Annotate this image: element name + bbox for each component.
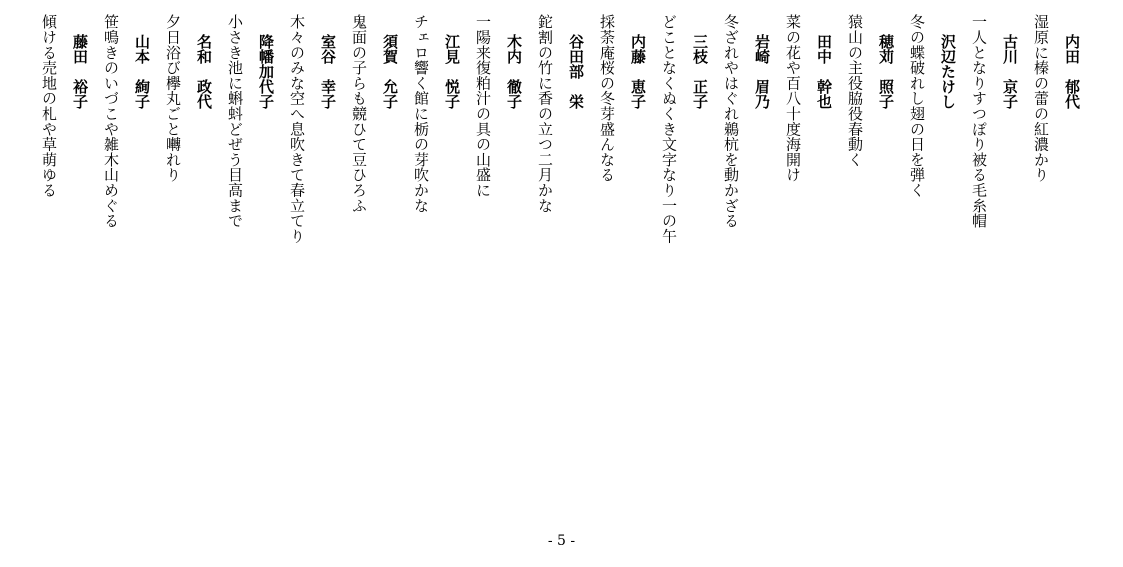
- author-name: 山本 絢子: [133, 34, 151, 109]
- haiku-list: [33, 14, 1087, 519]
- haiku-text: 鬼面の子らも競ひて豆ひろふ: [350, 14, 368, 213]
- haiku-text: チェロ響く館に栃の芽吹かな: [412, 14, 430, 213]
- author-name: 岩崎 眉乃: [753, 34, 771, 109]
- author-name: 須賀 允子: [381, 34, 399, 109]
- haiku-entry: [405, 14, 467, 213]
- haiku-entry: [343, 14, 405, 213]
- author-name: 江見 悦子: [443, 34, 461, 109]
- haiku-text: 鉈割の竹に香の立つ二月かな: [536, 14, 554, 213]
- haiku-entry: [591, 14, 653, 182]
- haiku-entry: [467, 14, 529, 198]
- haiku-text: 笹鳴きのいづこや雑木山めぐる: [102, 14, 120, 229]
- page-number: - 5 -: [547, 533, 576, 549]
- haiku-entry: [901, 14, 963, 198]
- haiku-text: 湿原に榛の蕾の紅濃かり: [1032, 14, 1050, 183]
- author-name: 沢辺たけし: [939, 34, 957, 109]
- author-name: 降幡加代子: [257, 34, 275, 109]
- author-name: 内藤 恵子: [629, 34, 647, 109]
- haiku-text: 傾ける売地の札や草萌ゆる: [40, 14, 58, 198]
- author-name: 谷田部 栄: [567, 34, 585, 109]
- haiku-entry: [653, 14, 715, 244]
- author-name: 藤田 裕子: [71, 34, 89, 109]
- author-name: 田中 幹也: [815, 34, 833, 109]
- author-name: 内田 郁代: [1063, 34, 1081, 109]
- author-name: 三枝 正子: [691, 34, 709, 109]
- haiku-entry: [1025, 14, 1087, 182]
- haiku-text: どことなくぬくき文字なり一の午: [660, 14, 678, 244]
- haiku-entry: [95, 14, 157, 228]
- haiku-entry: [839, 14, 901, 167]
- haiku-text: 採荼庵桜の冬芽盛んなる: [598, 14, 616, 183]
- haiku-text: 菜の花や百八十度海開け: [784, 14, 802, 183]
- author-name: 古川 京子: [1001, 34, 1019, 109]
- haiku-entry: [777, 14, 839, 182]
- haiku-entry: [219, 14, 281, 228]
- haiku-text: 一人となりすつぽり被る毛糸帽: [970, 14, 988, 229]
- haiku-text: 冬ざれやはぐれ鵜杭を動かざる: [722, 14, 740, 229]
- author-name: 室谷 幸子: [319, 34, 337, 109]
- author-name: 木内 徹子: [505, 34, 523, 109]
- haiku-entry: [281, 14, 343, 244]
- haiku-entry: [963, 14, 1025, 228]
- haiku-entry: [529, 14, 591, 213]
- haiku-text: 夕日浴び欅丸ごと囀れり: [164, 14, 182, 183]
- haiku-text: 猿山の主役脇役春動く: [846, 14, 864, 167]
- author-name: 名和 政代: [195, 34, 213, 109]
- haiku-entry: [157, 14, 219, 182]
- haiku-entry: [33, 14, 95, 198]
- haiku-text: 小さき池に蝌蚪どぜう目高まで: [226, 14, 244, 229]
- haiku-text: 冬の蝶破れし翅の日を弾く: [908, 14, 926, 198]
- haiku-text: 木々のみな空へ息吹きて春立てり: [288, 14, 306, 244]
- haiku-text: 一陽来復粕汁の具の山盛に: [474, 14, 492, 198]
- haiku-entry: [715, 14, 777, 228]
- author-name: 穂苅 照子: [877, 34, 895, 109]
